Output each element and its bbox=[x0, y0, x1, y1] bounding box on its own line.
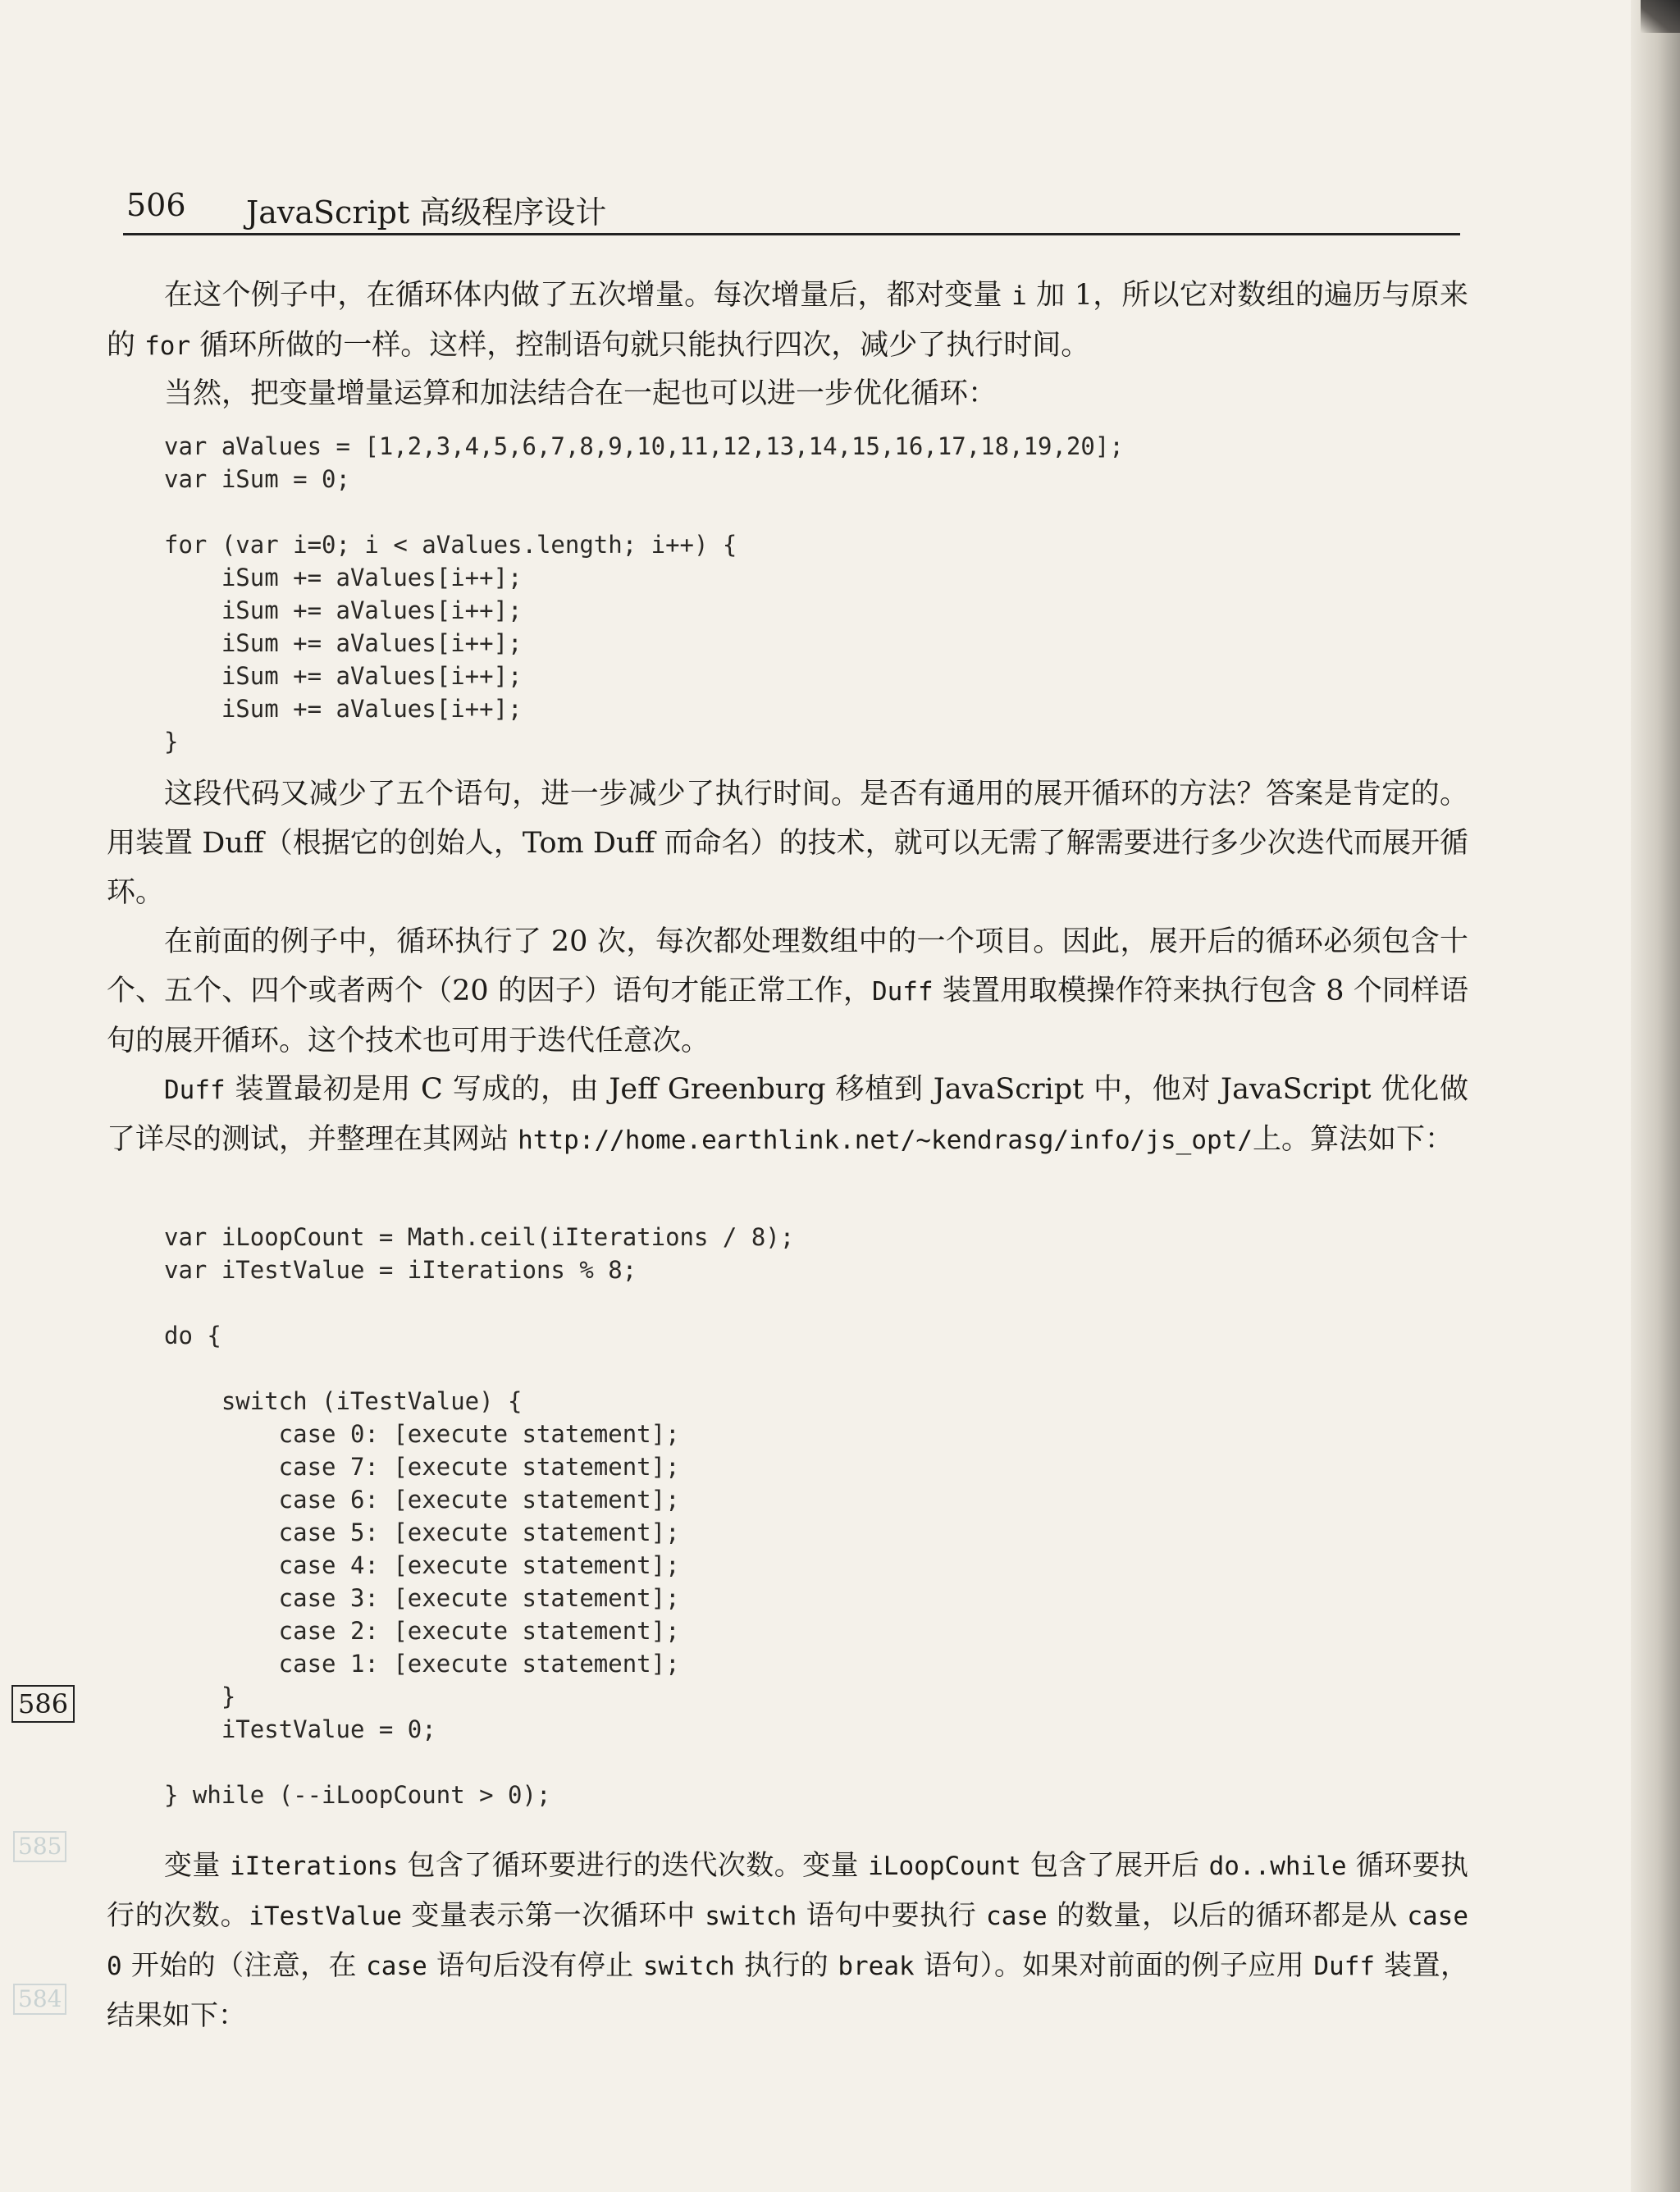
inline-code-i: i bbox=[1011, 281, 1027, 311]
paragraph-6-text: 循环要执行的次数。 bbox=[107, 1849, 1468, 1932]
inline-code-duff: Duff bbox=[871, 977, 934, 1007]
paragraph-6-text: 开始的（注意，在 bbox=[121, 1949, 367, 1982]
page-edge-shadow bbox=[1631, 0, 1680, 2192]
paragraph-5-text: 上。算法如下： bbox=[1253, 1123, 1454, 1156]
paragraph-5-text: 装置最初是用 C 写成的，由 Jeff Greenburg 移植到 JavaScript 中，他对 JavaScript 优化做了详尽的测试，并整理在其网站 bbox=[107, 1073, 1468, 1156]
paragraph-6-text: 包含了展开后 bbox=[1020, 1849, 1209, 1882]
paragraph-6-text: 变量 bbox=[164, 1849, 231, 1882]
page-number: 506 bbox=[126, 187, 186, 223]
inline-code-duff: Duff bbox=[1313, 1952, 1376, 1981]
paragraph-4-text: 装置用取模操作符来执行包含 8 个同样语句的展开循环。这个技术也可用于迭代任意次。 bbox=[107, 975, 1468, 1057]
paragraph-1-text: 在这个例子中，在循环体内做了五次增量。每次增量后，都对变量 bbox=[164, 279, 1012, 312]
margin-page-reference: 586 bbox=[11, 1685, 75, 1723]
paragraph-6-text: 装置，结果如下： bbox=[107, 1949, 1468, 2032]
paragraph-1 bbox=[107, 271, 1468, 371]
paragraph-6-text: 执行的 bbox=[734, 1949, 838, 1982]
code-block-unrolled-loop: var aValues = [1,2,3,4,5,6,7,8,9,10,11,12,13,14,15,16,17,18,19,20]; var iSum = 0; for (var i=0; i < aValues.length; i++) { iSum += aValues[i++]; iSum += aValues[i++]; iSum += aValues[i++]; iSum += aValues[i++]; iSum += aValues[i++]; } bbox=[164, 432, 1124, 756]
inline-code-case: case bbox=[366, 1952, 427, 1981]
inline-code-case: case bbox=[986, 1902, 1048, 1931]
paragraph-5 bbox=[107, 1065, 1468, 1165]
inline-code-iiterations: iIterations bbox=[230, 1852, 399, 1881]
inline-code-duff: Duff bbox=[164, 1075, 226, 1105]
paragraph-6-text: 语句后没有停止 bbox=[427, 1949, 643, 1982]
paragraph-6-text: 语句）。如果对前面的例子应用 bbox=[914, 1949, 1314, 1982]
paragraph-1-text: 循环所做的一样。这样，控制语句就只能执行四次，减少了执行时间。 bbox=[190, 329, 1090, 362]
code-block-duff-device: var iLoopCount = Math.ceil(iIterations / 8); var iTestValue = iIterations % 8; do { switch (iTestValue) { case 0: [execute statement]; case 7: [execute statement]; case 6: [execute statement]; case 5: [execute statement]; case 4: [execute statement]; case 3: [execute statement]; case 2: [execute statement]; case 1: [execute statement]; } iTestValue = 0; } while (--iLoopCount > 0); bbox=[164, 1223, 795, 1809]
paragraph-6 bbox=[107, 1841, 1468, 2040]
page-corner-curl bbox=[1641, 0, 1680, 33]
paragraph-4-text: 在前面的例子中，循环执行了 20 次，每次都处理数组中的一个项目。因此，展开后的循环必须包含十个、五个、四个或者两个（20 的因子）语句才能正常工作， bbox=[107, 925, 1468, 1007]
paragraph-1-text: 加 1，所以它对数组的遍历与原来的 bbox=[107, 279, 1468, 362]
inline-code-break: break bbox=[838, 1952, 915, 1981]
paragraph-4 bbox=[107, 917, 1468, 1066]
inline-code-switch: switch bbox=[705, 1902, 797, 1931]
paragraph-6-text: 语句中要执行 bbox=[797, 1899, 987, 1932]
faded-margin-reference: 585 bbox=[13, 1831, 66, 1862]
inline-code-itestvalue: iTestValue bbox=[249, 1902, 402, 1931]
paragraph-6-text: 的数量，以后的循环都是从 bbox=[1047, 1899, 1408, 1932]
running-header bbox=[123, 184, 1460, 235]
url-text: http://home.earthlink.net/~kendrasg/info/js_opt/ bbox=[518, 1126, 1253, 1155]
inline-code-switch: switch bbox=[642, 1952, 735, 1981]
inline-code-case-0: case 0 bbox=[107, 1902, 1468, 1981]
paragraph-2: 当然，把变量增量运算和加法结合在一起也可以进一步优化循环： bbox=[164, 377, 998, 410]
paragraph-3: 这段代码又减少了五个语句，进一步减少了执行时间。是否有通用的展开循环的方法？答案是肯定的。用装置 Duff（根据它的创始人，Tom Duff 而命名）的技术，就可以无需了解需要进行多少次迭代而展开循环。 bbox=[107, 778, 1468, 909]
book-title: JavaScript 高级程序设计 bbox=[246, 194, 607, 231]
paragraph-6-text: 包含了循环要进行的迭代次数。变量 bbox=[398, 1849, 869, 1882]
inline-code-dowhile: do..while bbox=[1208, 1852, 1347, 1881]
inline-code-iloopcount: iLoopCount bbox=[868, 1852, 1021, 1881]
inline-code-for: for bbox=[144, 331, 191, 361]
paragraph-6-text: 变量表示第一次循环中 bbox=[401, 1899, 705, 1932]
faded-margin-reference: 584 bbox=[13, 1984, 66, 2015]
